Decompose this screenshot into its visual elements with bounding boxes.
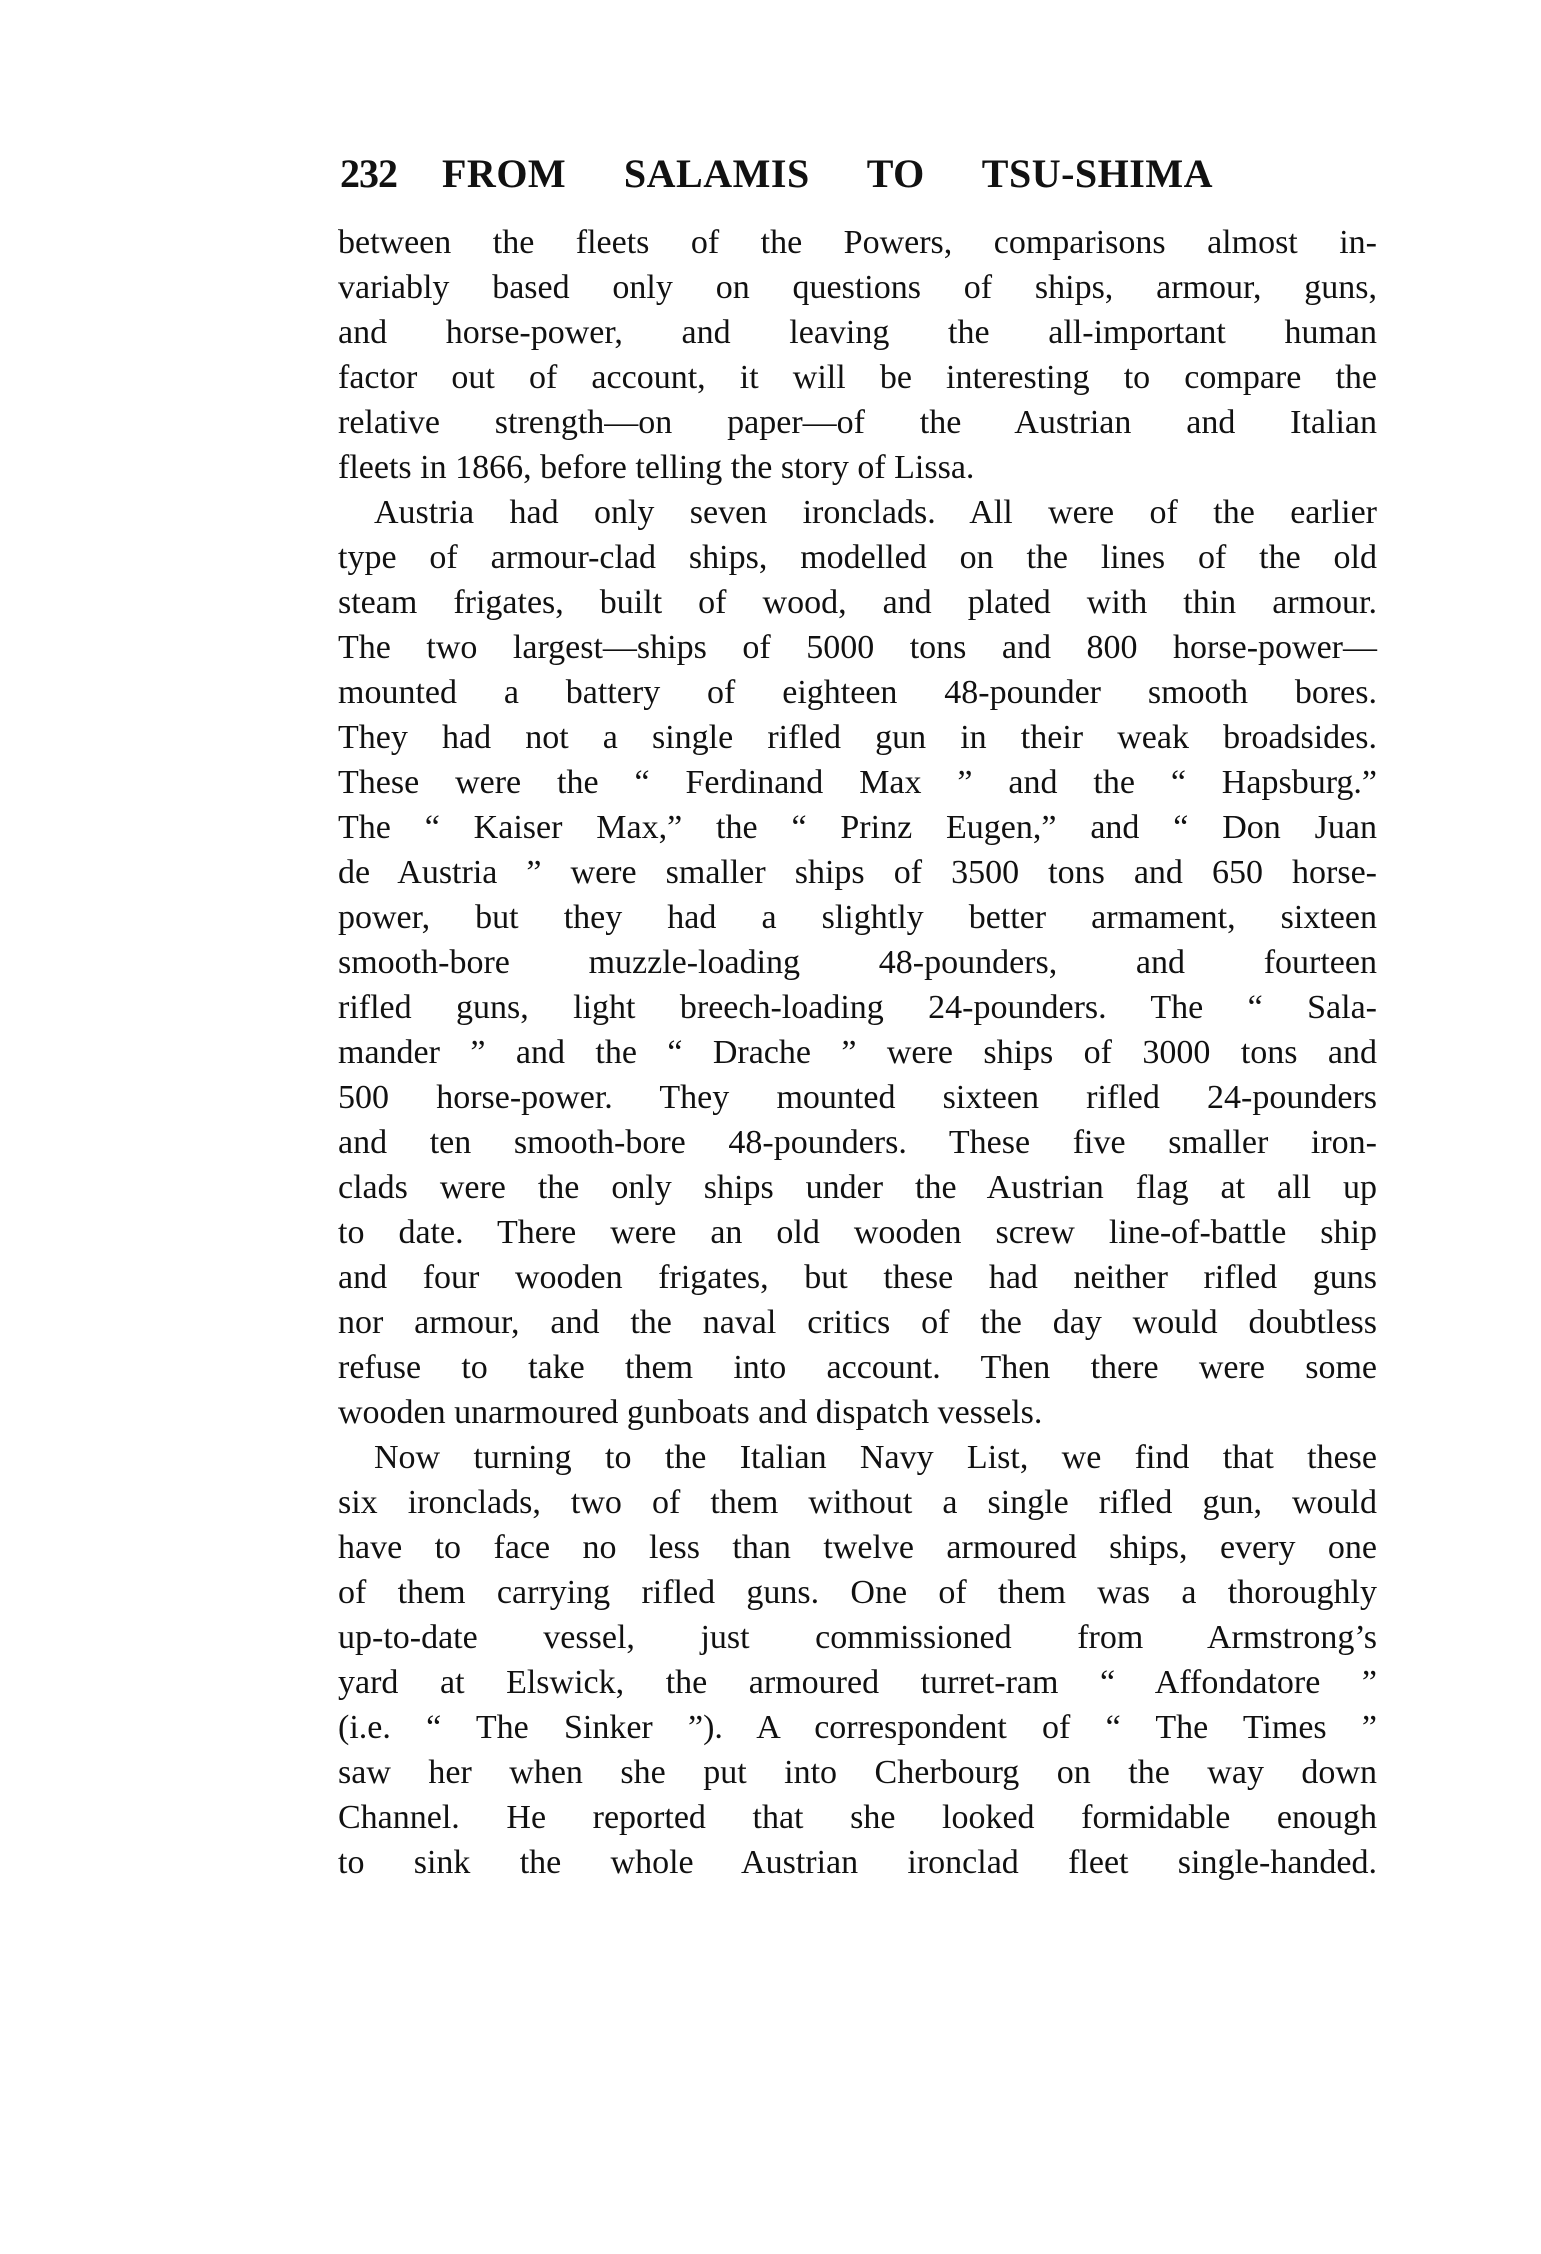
text-line: mounted a battery of eighteen 48-pounder smooth bores. — [338, 674, 1377, 711]
text-line: clads were the only ships under the Austrian flag at all up — [338, 1169, 1377, 1206]
text-line: Austria had only seven ironclads. All were of the earlier — [374, 494, 1377, 531]
text-line: factor out of account, it will be interesting to compare the — [338, 359, 1377, 396]
text-line: type of armour-clad ships, modelled on the lines of the old — [338, 539, 1377, 576]
text-line: to sink the whole Austrian ironclad fleet single-handed. — [338, 1844, 1377, 1881]
text-line: The “ Kaiser Max,” the “ Prinz Eugen,” and “ Don Juan — [338, 809, 1377, 846]
text-line: de Austria ” were smaller ships of 3500 tons and 650 horse- — [338, 854, 1377, 891]
text-line: saw her when she put into Cherbourg on the way down — [338, 1754, 1377, 1791]
text-line: power, but they had a slightly better armament, sixteen — [338, 899, 1377, 936]
page-number: 232 — [340, 151, 397, 196]
text-line: wooden unarmoured gunboats and dispatch vessels. — [338, 1394, 1043, 1431]
body-text — [338, 220, 1377, 1885]
text-line: up-to-date vessel, just commissioned from Armstrong’s — [338, 1619, 1377, 1656]
text-line: to date. There were an old wooden screw line-of-battle ship — [338, 1214, 1377, 1251]
text-line: These were the “ Ferdinand Max ” and the “ Hapsburg.” — [338, 764, 1377, 801]
text-line: 500 horse-power. They mounted sixteen rifled 24-pounders — [338, 1079, 1377, 1116]
text-line: Now turning to the Italian Navy List, we find that these — [374, 1439, 1377, 1476]
text-line: and ten smooth-bore 48-pounders. These five smaller iron- — [338, 1124, 1377, 1161]
text-line: six ironclads, two of them without a single rifled gun, would — [338, 1484, 1377, 1521]
text-line: Channel. He reported that she looked formidable enough — [338, 1799, 1377, 1836]
text-line: variably based only on questions of ships, armour, guns, — [338, 269, 1377, 306]
text-line: They had not a single rifled gun in their weak broadsides. — [338, 719, 1377, 756]
text-line: yard at Elswick, the armoured turret-ram “ Affondatore ” — [338, 1664, 1377, 1701]
text-line: refuse to take them into account. Then there were some — [338, 1349, 1377, 1386]
text-line: (i.e. “ The Sinker ”). A correspondent of “ The Times ” — [338, 1709, 1377, 1746]
text-line: mander ” and the “ Drache ” were ships of 3000 tons and — [338, 1034, 1377, 1071]
text-line: rifled guns, light breech-loading 24-pounders. The “ Sala- — [338, 989, 1377, 1026]
text-line: and horse-power, and leaving the all-important human — [338, 314, 1377, 351]
running-title: FROM SALAMIS TO TSU-SHIMA — [442, 151, 1213, 196]
text-line: fleets in 1866, before telling the story of Lissa. — [338, 449, 975, 486]
text-line: between the fleets of the Powers, comparisons almost in- — [338, 224, 1377, 261]
text-line: relative strength—on paper—of the Austrian and Italian — [338, 404, 1377, 441]
text-line: nor armour, and the naval critics of the day would doubtless — [338, 1304, 1377, 1341]
text-line: The two largest—ships of 5000 tons and 800 horse-power— — [338, 629, 1377, 666]
text-line: steam frigates, built of wood, and plated with thin armour. — [338, 584, 1377, 621]
text-line: of them carrying rifled guns. One of them was a thoroughly — [338, 1574, 1377, 1611]
text-line: have to face no less than twelve armoured ships, every one — [338, 1529, 1377, 1566]
text-line: smooth-bore muzzle-loading 48-pounders, and fourteen — [338, 944, 1377, 981]
text-line: and four wooden frigates, but these had neither rifled guns — [338, 1259, 1377, 1296]
